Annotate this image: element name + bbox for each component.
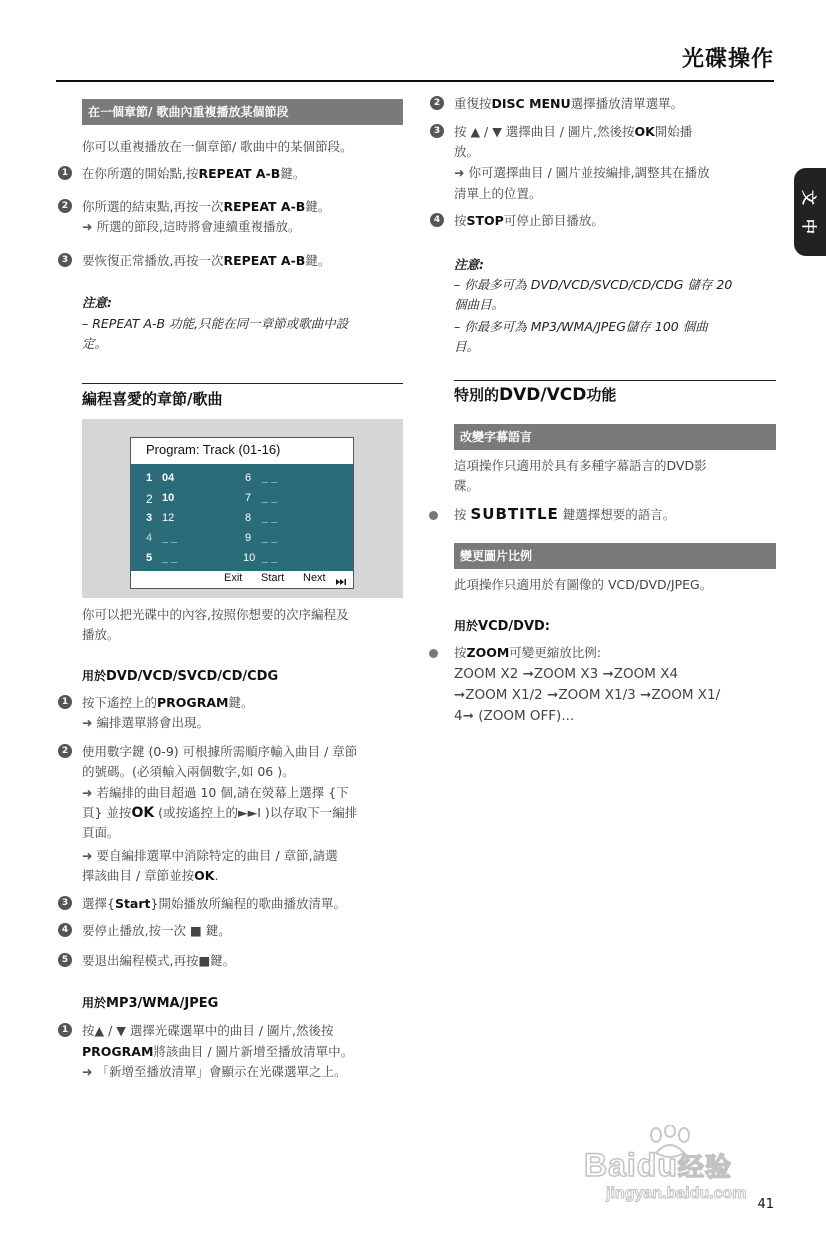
step-number-2: 2 (430, 96, 444, 110)
section-divider-program (82, 383, 403, 384)
subtitle-instruction: 按 SUBTITLE 鍵選擇想要的語言。 (454, 505, 676, 523)
track-slot-value: _ _ (262, 552, 278, 564)
mp3-step-2: 重復按DISC MENU選擇播放清單選單。 (454, 96, 684, 111)
program-step-2-line-2: 的號碼。(必須輸入兩個數字,如 06 )。 (82, 764, 295, 779)
repeat-ab-note-line-1: – REPEAT A-B 功能,只能在同一章節或歌曲中設 (82, 316, 349, 331)
track-slot-value: 10 (162, 492, 175, 504)
mp3-step-1-line-2: PROGRAM將該曲目 / 圖片新增至播放清單中。 (82, 1044, 354, 1059)
repeat-ab-step-2: 你所選的結束點,再按一次REPEAT A-B鍵。 (82, 199, 331, 214)
program-desc-line-1: 你可以把光碟中的內容,按照你想要的次序編程及 (82, 607, 349, 622)
program-start-option: Start (261, 572, 285, 584)
program-step-1: 按下遙控上的PROGRAM鍵。 (82, 695, 254, 710)
step-number-3: 3 (58, 896, 72, 910)
track-slot-number: 9 (245, 532, 252, 544)
track-slot-value: _ _ (262, 472, 278, 484)
track-slot-value: _ _ (262, 532, 278, 544)
mp3-note-line-3: – 你最多可為 MP3/WMA/JPEG儲存 100 個曲 (454, 319, 708, 334)
repeat-ab-step-1: 在你所選的開始點,按REPEAT A-B鍵。 (82, 166, 306, 181)
program-step-2-result-2: 頁} 並按OK (或按遙控上的►►I )以存取下一編排 (82, 805, 358, 821)
track-slot-value: _ _ (262, 492, 278, 504)
page-number: 41 (757, 1197, 774, 1212)
mp3-step-3-result-1: ➜ 你可選擇曲目 / 圖片並按編排,調整其在播放 (454, 165, 710, 180)
program-heading: 編程喜愛的章節/歌曲 (82, 390, 223, 408)
mp3-note-line-2: 個曲目。 (454, 297, 505, 312)
skip-next-icon (335, 573, 349, 585)
program-step-4: 要停止播放,按一次 ■ 鍵。 (82, 923, 231, 938)
bullet-dot (429, 511, 438, 520)
track-slot-number: 3 (146, 512, 153, 524)
subheading-dvd-vcd: 用於DVD/VCD/SVCD/CD/CDG (82, 669, 279, 684)
mp3-step-3-line-2: 放。 (454, 144, 480, 159)
program-step-2-result-4: ➜ 要自編排選單中消除特定的曲目 / 章節,請選 (82, 848, 338, 863)
track-slot-number: 7 (245, 492, 252, 504)
subtitle-desc-line-2: 碟。 (454, 478, 480, 493)
track-slot-number: 2 (146, 492, 153, 506)
step-number-2: 2 (58, 199, 72, 213)
aspect-desc: 此項操作只適用於有圖像的 VCD/DVD/JPEG。 (454, 577, 713, 592)
mp3-note-heading: 注意: (454, 257, 484, 272)
subheading-mp3-wma-jpeg: 用於MP3/WMA/JPEG (82, 996, 219, 1011)
program-step-5: 要退出編程模式,再按■鍵。 (82, 953, 236, 968)
mp3-step-3-result-2: 清單上的位置。 (454, 186, 542, 201)
special-features-heading: 特別的DVD/VCD功能 (454, 385, 617, 405)
program-exit-option: Exit (224, 572, 243, 584)
step-number-1: 1 (58, 1023, 72, 1037)
program-step-2-result-5: 擇該曲目 / 章節並按OK. (82, 868, 219, 883)
mp3-step-1-line-1: 按▲ / ▼ 選擇光碟選單中的曲目 / 圖片,然後按 (82, 1023, 334, 1038)
program-step-2-line-1: 使用數字鍵 (0-9) 可根據所需順序輸入曲目 / 章節 (82, 744, 358, 759)
repeat-ab-note-line-2: 定。 (82, 336, 108, 351)
step-number-1: 1 (58, 695, 72, 709)
repeat-ab-note-heading: 注意: (82, 295, 112, 310)
subtitle-desc-line-1: 這項操作只適用於具有多種字幕語言的DVD影 (454, 458, 707, 473)
track-slot-value: _ _ (162, 532, 178, 544)
bullet-dot (429, 649, 438, 658)
step-number-4: 4 (58, 923, 72, 937)
step-number-3: 3 (58, 253, 72, 267)
program-step-2-result-1: ➜ 若編排的曲目超過 10 個,請在熒幕上選擇 {下 (82, 785, 349, 800)
track-slot-number: 8 (245, 512, 252, 524)
watermark-brand: Baidu经验 (584, 1147, 732, 1183)
track-slot-value: 04 (162, 472, 175, 484)
language-tab-char-2: 中 (800, 218, 819, 235)
repeat-ab-step-3: 要恢復正常播放,再按一次REPEAT A-B鍵。 (82, 253, 331, 268)
section-bar-aspect-ratio: 變更圖片比例 (454, 543, 776, 569)
track-slot-number: 10 (243, 552, 256, 564)
track-slot-number: 1 (146, 472, 153, 484)
title-divider (56, 80, 774, 82)
step-number-1: 1 (58, 166, 72, 180)
step-number-4: 4 (430, 213, 444, 227)
subheading-vcd-dvd: 用於VCD/DVD: (454, 619, 550, 634)
section-bar-subtitle: 改變字幕語言 (454, 424, 776, 450)
mp3-step-1-result: ➜ 「新增至播放清單」會顯示在光碟選單之上。 (82, 1064, 347, 1079)
track-slot-value: _ _ (262, 512, 278, 524)
watermark-url: jingyan.baidu.com (606, 1185, 747, 1202)
step-number-3: 3 (430, 124, 444, 138)
mp3-step-3-line-1: 按 ▲ / ▼ 選擇曲目 / 圖片,然後按OK開始播 (454, 124, 693, 139)
track-slot-value: 12 (162, 512, 175, 524)
step-number-5: 5 (58, 953, 72, 967)
zoom-instruction: 按ZOOM可變更縮放比例: (454, 645, 601, 660)
step-number-2: 2 (58, 744, 72, 758)
repeat-ab-intro: 你可以重複播放在一個章節/ 歌曲中的某個節段。 (82, 139, 353, 154)
section-divider-special (454, 380, 776, 381)
zoom-sequence-line-1: ZOOM X2 ➞ZOOM X3 ➞ZOOM X4 (454, 666, 679, 682)
mp3-note-line-4: 目。 (454, 339, 480, 354)
language-tab-char-1: 文 (800, 189, 819, 206)
program-step-1-result: ➜ 編排選單將會出現。 (82, 715, 209, 730)
section-bar-repeat-ab: 在一個章節/ 歌曲內重複播放某個節段 (82, 99, 403, 125)
repeat-ab-step-2-result: ➜ 所選的節段,這時將會連續重複播放。 (82, 219, 301, 234)
page-title: 光碟操作 (681, 47, 774, 72)
track-slot-number: 5 (146, 552, 153, 564)
program-step-3: 選擇{Start}開始播放所編程的歌曲播放清單。 (82, 896, 346, 911)
baidu-watermark (584, 1125, 774, 1205)
program-step-2-result-3: 頁面。 (82, 825, 120, 840)
mp3-step-4: 按STOP可停止節目播放。 (454, 213, 604, 228)
program-next-option: Next (303, 572, 326, 584)
language-tab (794, 168, 826, 256)
zoom-sequence-line-2: ➞ZOOM X1/2 ➞ZOOM X1/3 ➞ZOOM X1/ (454, 687, 721, 703)
program-screen-title: Program: Track (01-16) (146, 442, 281, 457)
mp3-note-line-1: – 你最多可為 DVD/VCD/SVCD/CD/CDG 儲存 20 (454, 277, 733, 292)
program-desc-line-2: 播放。 (82, 627, 120, 642)
track-slot-number-selected: 4 (146, 532, 153, 544)
track-slot-number: 6 (245, 472, 252, 484)
track-slot-value: _ _ (162, 552, 178, 564)
zoom-sequence-line-3: 4➞ (ZOOM OFF)... (454, 708, 575, 724)
